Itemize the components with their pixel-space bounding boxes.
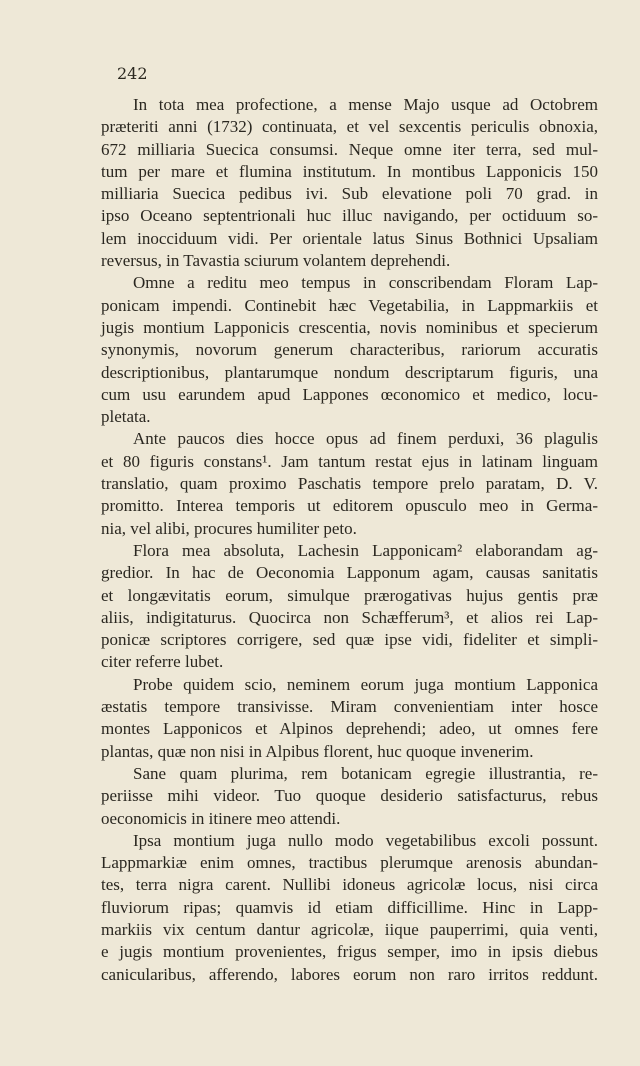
page-number: 242 xyxy=(117,64,148,83)
text-line: Omne a reditu meo tempus in conscribendam Floram Lap- xyxy=(133,273,598,293)
text-line: jugis montium Lapponicis crescentia, novis nominibus et specierum xyxy=(101,317,598,337)
paragraph xyxy=(101,830,598,986)
text-line: Probe quidem scio, neminem eorum juga montium Lapponica xyxy=(133,674,598,694)
paragraph xyxy=(101,94,598,272)
text-line: gredior. In hac de Oeconomia Lapponum agam, causas sanitatis xyxy=(101,563,598,583)
paragraph xyxy=(101,674,598,763)
text-line: aliis, indigitaturus. Quocirca non Schæfferum³, et alios rei Lap- xyxy=(101,607,598,627)
paragraph xyxy=(101,540,598,674)
text-line: cum usu earundem apud Lappones œconomico et medico, locu- xyxy=(101,384,598,404)
text-line: tum per mare et flumina institutum. In montibus Lapponicis 150 xyxy=(101,161,598,181)
text-line: synonymis, novorum generum characteribus, rariorum accuratis xyxy=(101,340,598,360)
text-line: tes, terra nigra carent. Nullibi idoneus agricolæ locus, nisi circa xyxy=(101,875,598,895)
text-line: et longævitatis eorum, simulque prærogativas hujus gentis præ xyxy=(101,585,598,605)
text-line: In tota mea profectione, a mense Majo usque ad Octobrem xyxy=(133,95,598,114)
text-line: periisse mihi videor. Tuo quoque desiderio satisfacturus, rebus xyxy=(101,786,598,806)
text-line: milliaria Suecica pedibus ivi. Sub elevatione poli 70 grad. in xyxy=(101,184,598,204)
text-line: fluviorum ripas; quamvis id etiam difficillime. Hinc in Lapp- xyxy=(101,897,598,917)
text-line: translatio, quam proximo Paschatis tempore prelo paratam, D. V. xyxy=(101,474,598,494)
text-line: markiis vix centum dantur agricolæ, iique pauperrimi, quia venti, xyxy=(101,919,598,939)
text-line: nia, vel alibi, procures humiliter peto. xyxy=(101,518,357,538)
text-line: ponicæ scriptores corrigere, sed quæ ipse vidi, fideliter et simpli- xyxy=(101,630,598,650)
paragraph xyxy=(101,763,598,830)
text-line: 672 milliaria Suecica consumsi. Neque omne iter terra, sed mul- xyxy=(101,139,598,159)
text-line: lem inocciduum vidi. Per orientale latus Sinus Bothnici Upsaliam xyxy=(101,228,598,248)
paragraph xyxy=(101,428,598,539)
body-text xyxy=(101,94,598,986)
text-line: promitto. Interea temporis ut editorem opusculo meo in Germa- xyxy=(101,496,598,516)
text-line: Flora mea absoluta, Lachesin Lapponicam² elaborandam ag- xyxy=(133,540,598,560)
text-line: pletata. xyxy=(101,407,151,427)
text-line: Sane quam plurima, rem botanicam egregie illustrantia, re- xyxy=(133,763,598,783)
paragraph xyxy=(101,272,598,428)
text-line: citer referre lubet. xyxy=(101,652,224,672)
text-line: præteriti anni (1732) continuata, et vel sexcentis periculis obnoxia, xyxy=(101,117,598,137)
text-line: e jugis montium provenientes, frigus semper, imo in ipsis diebus xyxy=(101,942,598,962)
text-line: ipso Oceano septentrionali huc illuc navigando, per octiduum so- xyxy=(101,206,598,226)
text-line: æstatis tempore transivisse. Miram convenientiam inter hosce xyxy=(101,697,598,717)
text-line: Ipsa montium juga nullo modo vegetabilibus excoli possunt. xyxy=(133,830,598,850)
text-line: montes Lapponicos et Alpinos deprehendi; adeo, ut omnes fere xyxy=(101,719,598,739)
text-line: reversus, in Tavastia sciurum volantem deprehendi. xyxy=(101,251,451,271)
text-line: ponicam impendi. Continebit hæc Vegetabilia, in Lappmarkiis et xyxy=(101,295,598,315)
text-line: et 80 figuris constans¹. Jam tantum restat ejus in latinam linguam xyxy=(101,451,598,471)
text-line: Ante paucos dies hocce opus ad finem perduxi, 36 plagulis xyxy=(133,429,598,449)
text-line: oeconomicis in itinere meo attendi. xyxy=(101,808,341,828)
text-line: descriptionibus, plantarumque nondum descriptarum figuris, una xyxy=(101,362,598,382)
text-line: Lappmarkiæ enim omnes, tractibus plerumque arenosis abundan- xyxy=(101,853,598,873)
text-line: canicularibus, afferendo, labores eorum non raro irritos reddunt. xyxy=(101,964,598,984)
text-line: plantas, quæ non nisi in Alpibus florent, huc quoque invenerim. xyxy=(101,741,534,761)
